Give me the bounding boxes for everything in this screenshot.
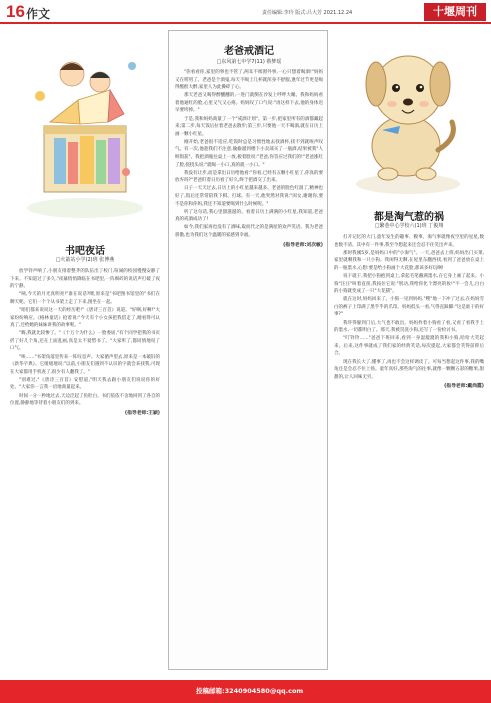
column-name: 作文	[26, 7, 51, 21]
bookshelf-illustration	[20, 30, 150, 230]
paragraph: "叮铃铃……"爸爸下班回来,看到一身湿漉漉的我和小狗,哈哈大笑起来。后来,这件事就成了我们家的经典笑话,每次提起,大家都会笑得前仰后合。	[334, 336, 484, 357]
paragraph: "你看看你,家里的事也不管了,两耳不闻窗外事,一心只想着喝酒!"妈妈又在唠叨了。老爸是个酒鬼,每天不喝上几杯就浑身不舒服,逢年过节更是喝得酩酊大醉,家里人为此操碎了心。	[175, 70, 323, 91]
article-book-night	[10, 30, 160, 670]
page-number: 16	[6, 2, 25, 21]
paragraph: "嗨,我就比较惨了。"《十万个为什么》一脸委屈,"有个同学把我的书页折了好几个角,还在上面乱画,真是太不爱惜书了。"大家听了,都同情地叹了口气。	[10, 331, 160, 352]
instructor-credit: (指导老师:刘次敏)	[283, 242, 323, 248]
paragraph: 于是,我和妈妈商量了一个"戒酒计划"。第一步,把家里所有的酒都藏起来;第二步,每天饭后拉着老爸去散步;第三步,只要他一天不喝酒,就在日历上画一颗小红星。	[175, 116, 323, 137]
article-author: □东风第七中学7(11) 蔡梦瑶	[216, 59, 282, 65]
submission-email[interactable]: 投稿邮箱:3240904580@qq.com	[196, 687, 304, 695]
paragraph: 时间一分一秒地过去,天边泛起了鱼肚白。书们依依不舍地回到了各自的位置,静静地等待着小朋友们的到来。	[10, 393, 160, 407]
paragraph: 刚开始,老爸很不适应,吃饭时总是习惯性地去找酒杯,找不到就唉声叹气。有一次,他趁我们不注意,偷偷溜到楼下小卖部买了一瓶酒,结果被我"人赃俱获"。我把酒瓶往桌上一放,板着脸说:"老爸,你答应过我们的!"老爸涨红了脸,挠挠头说:"就喝一小口,真的就一小口。"	[175, 139, 323, 168]
puppy-illustration	[342, 34, 476, 202]
article-body	[10, 268, 160, 416]
paragraph: 就在这时,妈妈回来了。小狗一见到妈妈,"嗖"地一下冲了过去,在妈妈雪白的裤子上印满了黑乎乎的爪印。妈妈低头一看,气得直跺脚:"这是谁干的好事?"	[334, 297, 484, 318]
paragraph: 我没有让步,而是拿出日历给他看:"你看,已经有五颗小红星了,你真的要放弃吗?"老爸盯着日历看了好久,终于把酒交了出来。	[175, 170, 323, 184]
article-title: 都是淘气惹的祸	[374, 212, 444, 223]
instructor-credit: (指导老师:戴尚霞)	[444, 384, 484, 390]
paragraph: 日子一天天过去,日历上的小红星越来越多。老爸的脸色红润了,精神也好了,饭后还常常陪我下棋、打球。有一天,他突然对我说:"闺女,谢谢你,要不是你和你妈,我还不知道要喝到什么时候呢。"	[175, 186, 323, 207]
instructor-credit: (指导老师:王颖)	[124, 410, 160, 416]
article-quit-drinking	[168, 30, 328, 670]
paragraph: "唉……"书架角落里传来一阵叹息声。大家循声望去,原来是一本破旧的《新华字典》。它缓缓地说:"以前,小朋友们遇到不认识的字就会来找我,可现在大家都用手机查了,很少有人翻我了。"	[10, 354, 160, 375]
paragraph: "咱们都来说说这一天的经历吧!"《唐诗三百首》说道。"好啊,好啊!"大家纷纷响应。《格林童话》抢着说:"今天有个小女孩把我借走了,她看得可认真了,还给她的妹妹讲我的故事呢。"	[10, 307, 160, 329]
paragraph: 现在我长大了,懂事了,再也不会这样调皮了。可每当想起这件事,我的嘴角还是会忍不住上扬。童年真好,那些淘气的往事,就像一颗颗五彩的糖果,甜甜的,让人回味无穷。	[334, 359, 484, 380]
paragraph: 我吓得躲到门后,大气也不敢出。妈妈拎着小狗看了看,又看了看我手上的墨水,一切都明白了。那天,我被罚洗小狗,还写了一份检讨书。	[334, 320, 484, 334]
paragraph: 那天老爸又喝得醉醺醺的,一进门就倒在沙发上呼呼大睡。我和妈妈看着他通红的脸,心里又气又心疼。妈妈叹了口气说:"再这样下去,他的身体迟早要垮掉。"	[175, 93, 323, 114]
article-body	[175, 69, 323, 248]
article-author: □火箭站小学(2)班 张博燕	[55, 257, 115, 263]
paragraph: 如今,我们家再也没有了酒味,取而代之的是满屋的欢声笑语。我为老爸骄傲,也为我们这个温暖的家感到幸福。	[175, 225, 323, 238]
article-body	[334, 234, 484, 389]
article-title: 老爸戒酒记	[224, 46, 274, 57]
page-header	[0, 0, 491, 24]
paragraph: 说干就干,我把小狗抱到桌上,拿起毛笔蘸满墨水,在它身上画了起来。小狗"汪汪"叫着直扭,我按住它说:"别动,我给你化个漂亮的妆!"不一会儿,白白的小狗就变成了一只"大花猫"。	[334, 273, 484, 295]
article-author: □繁巷中心学校六(1)班 丁俊翔	[374, 223, 444, 229]
article-mischief	[334, 30, 484, 670]
editor-meta: 责任编辑:李玲 版式:吕大芳 2021.12.24	[262, 10, 353, 16]
article-title: 书吧夜话	[65, 246, 105, 257]
paragraph: 听了这句话,我心里甜滋滋的。看着日历上满满的小红星,我知道,老爸真的戒酒成功了!	[175, 209, 323, 223]
page-footer	[0, 680, 491, 703]
paragraph: 那时我刚5岁,是妈妈口中的"小淘气"。一天,爸爸去上班,妈妈出门买菜,家里就剩我和一只小狗。我闲得无聊,在屋里东翻西找,看到了爸爸放在桌上的一瓶墨水,心想:要是给小狗画个大花脸,那该多好玩啊!	[334, 250, 484, 271]
paragraph: "别难过,"《唐诗三百首》安慰道,"明天我去跟小朋友们说说你的好处。"大家你一言我一语地商量起来。	[10, 377, 160, 391]
newspaper-brand: 十堰周刊	[424, 3, 486, 21]
paragraph: "咦,今天的月光真明亮!"谁在说话?噢,原来是"书吧图书馆里的"书们在聊天呢。它们一个个从书架上走了下来,围坐在一起。	[10, 292, 160, 305]
paragraph: 打开记忆的大门,童年发生的趣事、糗事、淘气事就像夜空里的星星,数也数不清。其中有一件事,我至今想起来还会忍不住笑出声来。	[334, 235, 484, 248]
paragraph: 放学铃声响了,小朋友排着整齐的队伍出了校门,喧闹的校园慢慢安静了下来。不知道过了多久,"夜幕悄悄降临在书吧里,一阵细碎的说话声打破了夜的宁静。	[10, 269, 160, 290]
